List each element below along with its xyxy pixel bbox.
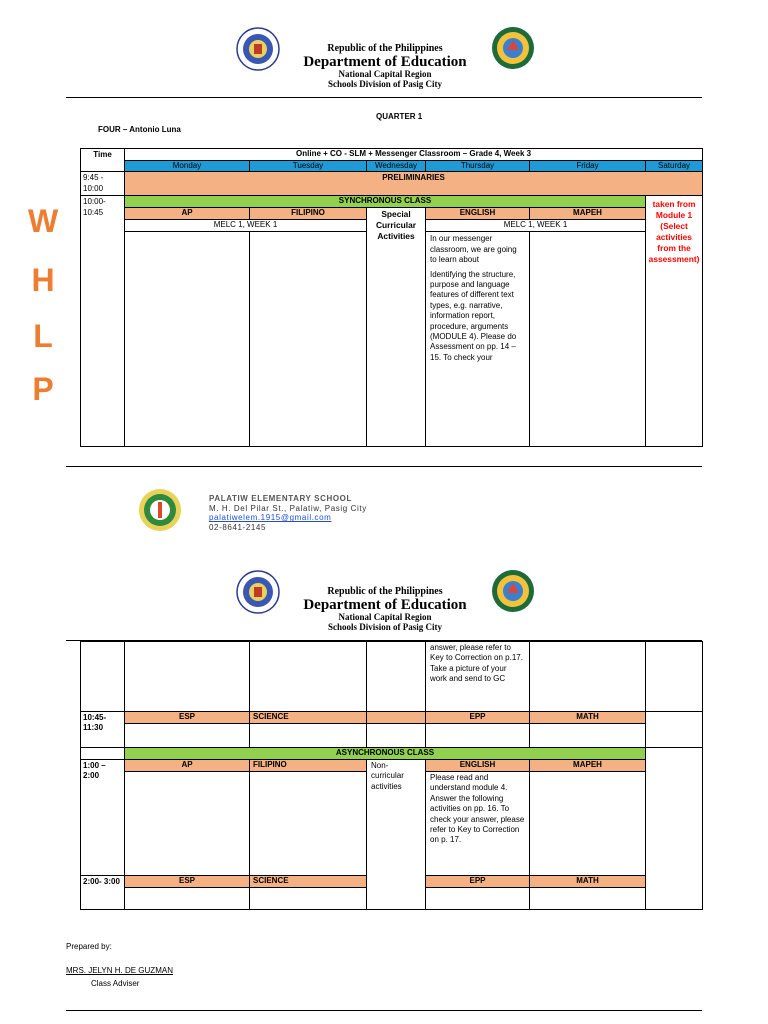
day-wednesday: Wednesday <box>367 161 426 172</box>
subject-mapeh: MAPEH <box>530 208 646 220</box>
thursday-continued: answer, please refer to Key to Correction on p.17. Take a picture of your work and send to GC <box>426 642 530 712</box>
schedule-table-2 <box>80 641 703 910</box>
school-phone: 02-8641-2145 <box>209 522 267 532</box>
page-divider <box>66 1010 702 1011</box>
time-header: Time <box>81 149 125 172</box>
school-seal-icon <box>138 488 182 532</box>
non-curricular-activities: Non-curricular activities <box>367 760 426 910</box>
friday-cell <box>530 232 646 447</box>
wednesday-blank <box>367 712 426 724</box>
saturday-cell <box>646 748 703 910</box>
saturday-note: taken from Module 1 (Select activities from the assessment) <box>646 196 703 447</box>
subject-science: SCIENCE <box>250 712 367 724</box>
subject-english: ENGLISH <box>426 760 530 772</box>
schedule-banner: Online + CO - SLM + Messenger Classroom – Grade 4, Week 3 <box>125 149 703 161</box>
thursday-cell <box>426 724 530 748</box>
subject-epp: EPP <box>426 876 530 888</box>
subject-english: ENGLISH <box>426 208 530 220</box>
department-title: Department of Education <box>303 596 467 613</box>
monday-cell <box>125 232 250 447</box>
melc-right: MELC 1, WEEK 1 <box>426 220 646 232</box>
tuesday-cell <box>250 232 367 447</box>
header-divider <box>66 97 702 98</box>
monday-cell <box>125 888 250 910</box>
subject-filipino: FILIPINO <box>250 208 367 220</box>
adviser-name: MRS. JELYN H. DE GUZMAN <box>66 966 173 975</box>
special-curricular-activities: Special Curricular Activities <box>367 208 426 447</box>
whlp-letter-h: H <box>31 262 55 298</box>
day-tuesday: Tuesday <box>250 161 367 172</box>
time-cell: 10:45- 11:30 <box>81 712 125 748</box>
friday-cell <box>530 724 646 748</box>
deped-header <box>250 44 520 89</box>
monday-cell <box>125 724 250 748</box>
subject-ap: AP <box>125 208 250 220</box>
schedule-table-1 <box>80 148 703 447</box>
monday-cell <box>125 772 250 876</box>
thursday-cell <box>426 888 530 910</box>
friday-cell <box>530 642 646 712</box>
friday-cell <box>530 772 646 876</box>
melc-left: MELC 1, WEEK 1 <box>125 220 367 232</box>
department-title: Department of Education <box>303 53 467 70</box>
time-cell: 2:00- 3:00 <box>81 876 125 910</box>
school-name: PALATIW ELEMENTARY SCHOOL <box>209 494 352 503</box>
adviser-role: Class Adviser <box>91 979 140 988</box>
quarter-label: QUARTER 1 <box>376 112 423 121</box>
time-cell: 10:00- 10:45 <box>81 196 125 447</box>
day-friday: Friday <box>530 161 646 172</box>
synchronous-class-label: SYNCHRONOUS CLASS <box>125 196 646 208</box>
subject-epp: EPP <box>426 712 530 724</box>
republic-label: Republic of the Philippines <box>327 43 443 54</box>
whlp-letter-p: P <box>32 371 54 407</box>
deped-header <box>250 587 520 632</box>
division-label: Schools Division of Pasig City <box>327 78 442 89</box>
wednesday-cell <box>367 642 426 712</box>
tuesday-cell <box>250 642 367 712</box>
prepared-by-label: Prepared by: <box>66 942 112 951</box>
english-instructions: Please read and understand module 4. Answer the following activities on pp. 16. To check your answer, please refer to Key to Correction on p. 17. <box>426 772 530 876</box>
subject-math: MATH <box>530 712 646 724</box>
page-divider <box>66 466 702 467</box>
time-cell <box>81 642 125 712</box>
day-thursday: Thursday <box>426 161 530 172</box>
division-label: Schools Division of Pasig City <box>327 621 442 632</box>
tuesday-cell <box>250 724 367 748</box>
time-cell: 1:00 – 2:00 <box>81 760 125 876</box>
time-cell: 9:45 - 10:00 <box>81 172 125 196</box>
tuesday-cell <box>250 772 367 876</box>
preliminaries-cell: PRELIMINARIES <box>125 172 703 196</box>
republic-label: Republic of the Philippines <box>327 586 443 597</box>
subject-math: MATH <box>530 876 646 888</box>
subject-filipino: FILIPINO <box>250 760 367 772</box>
subject-mapeh: MAPEH <box>530 760 646 772</box>
thursday-intro: In our messenger classroom, we are going to learn about <box>430 234 517 265</box>
day-monday: Monday <box>125 161 250 172</box>
section-label: FOUR – Antonio Luna <box>98 125 181 134</box>
tuesday-cell <box>250 888 367 910</box>
subject-esp: ESP <box>125 876 250 888</box>
time-cell <box>81 748 125 760</box>
region-label: National Capital Region <box>338 612 432 623</box>
thursday-details: Identifying the structure, purpose and language features of different text types, e.g. narrative, information report, procedure, arguments (MODULE 4). Please do Assessment on pp. 14 – 15. To check your <box>430 269 517 362</box>
monday-cell <box>125 642 250 712</box>
subject-esp: ESP <box>125 712 250 724</box>
school-address: M. H. Del Pilar St., Palatiw, Pasig City <box>209 503 367 513</box>
school-info <box>209 494 367 532</box>
region-label: National Capital Region <box>338 69 432 80</box>
whlp-letter-w: W <box>28 203 59 239</box>
subject-ap: AP <box>125 760 250 772</box>
whlp-letter-l: L <box>33 318 53 354</box>
friday-cell <box>530 888 646 910</box>
thursday-cell <box>426 232 530 447</box>
saturday-cell <box>646 712 703 748</box>
subject-science: SCIENCE <box>250 876 367 888</box>
asynchronous-class-label: ASYNCHRONOUS CLASS <box>125 748 646 760</box>
wednesday-cell <box>367 724 426 748</box>
day-saturday: Saturday <box>646 161 703 172</box>
school-email-link[interactable]: palatiwelem.1915@gmail.com <box>209 513 332 523</box>
saturday-cell <box>646 642 703 712</box>
